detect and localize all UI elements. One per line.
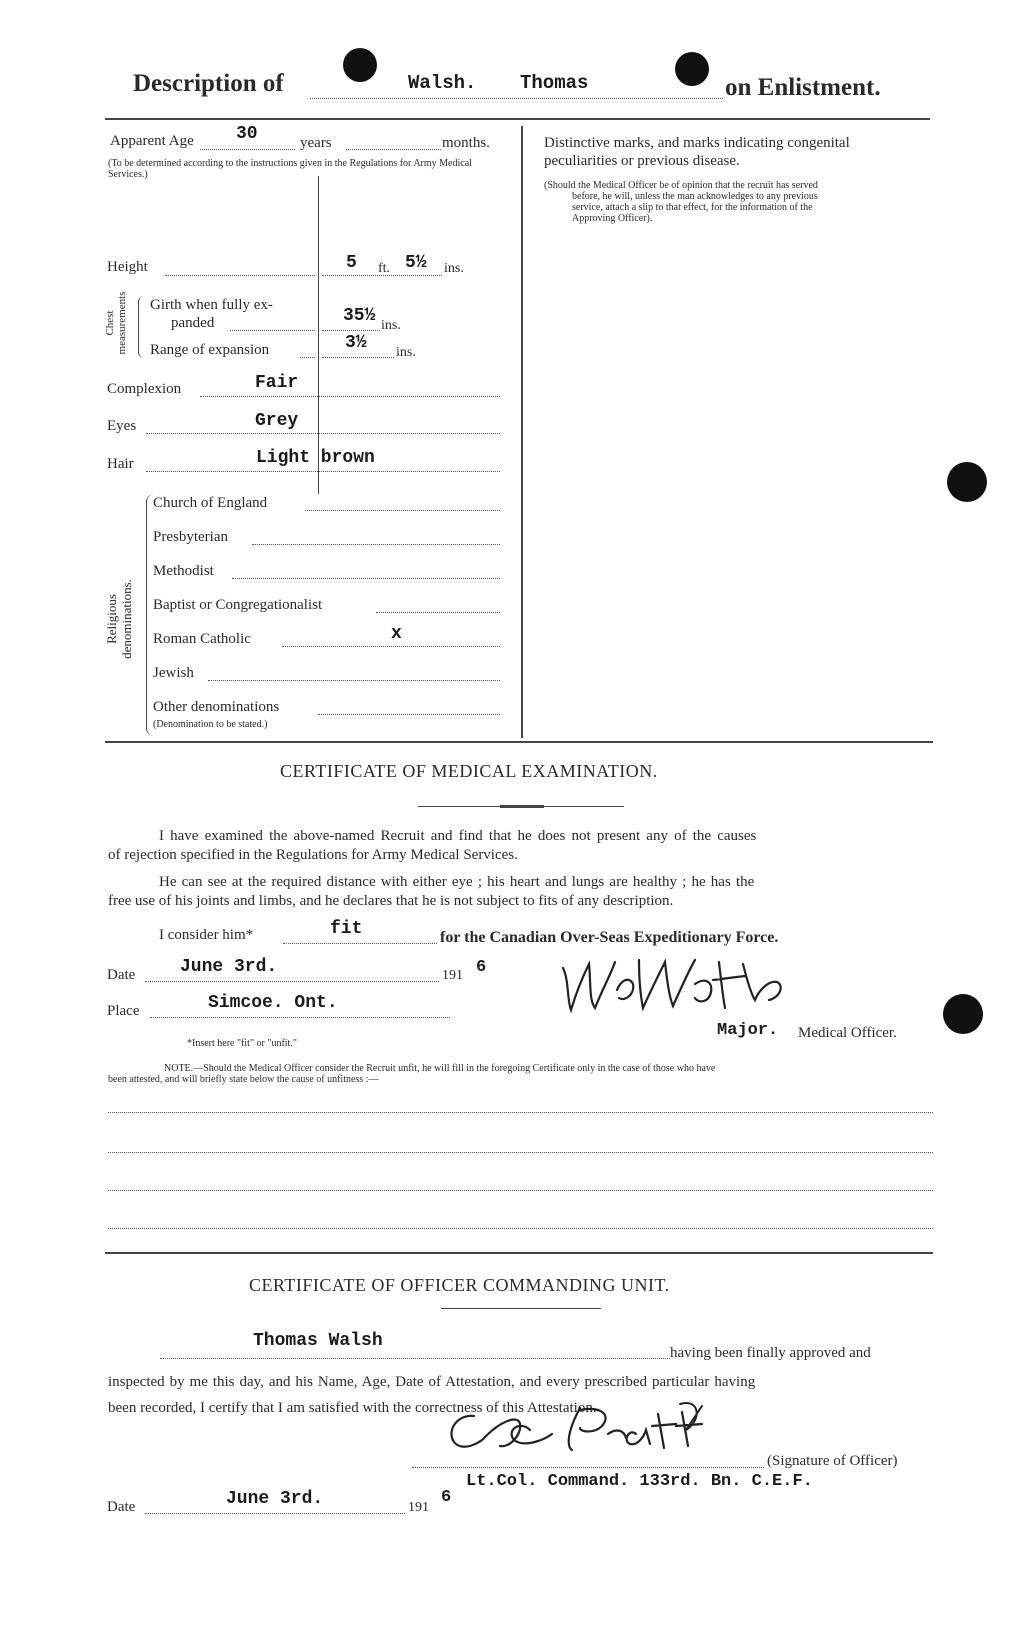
medical-officer-label: Medical Officer. — [798, 1025, 897, 1041]
medical-year-prefix: 191 — [442, 968, 463, 983]
insert-note: *Insert here "fit" or "unfit." — [187, 1038, 297, 1049]
vertical-divider-inner — [318, 176, 319, 494]
commanding-name-dotted — [160, 1358, 670, 1359]
marks-note-line2: before, he will, unless the man acknowledges to any previous — [572, 191, 818, 202]
unfit-note-line2: been attested, and will briefly state below the cause of unfitness :— — [108, 1074, 379, 1085]
medical-place-value: Simcoe. Ont. — [208, 993, 338, 1013]
commanding-year-suffix: 6 — [441, 1488, 452, 1507]
complexion-value: Fair — [255, 373, 299, 393]
commanding-line3: been recorded, I certify that I am satisfied with the correctness of this Attestation. — [108, 1400, 597, 1416]
header-suffix: on Enlistment. — [725, 74, 881, 101]
unfit-line-1 — [108, 1112, 933, 1113]
medical-date-dotted — [145, 981, 439, 982]
marks-note-line4: Approving Officer). — [572, 213, 653, 224]
complexion-dotted — [200, 396, 500, 397]
header-given-name: Thomas — [520, 72, 589, 94]
chest-brace — [138, 296, 147, 358]
religion-methodist-dotted — [232, 578, 500, 579]
medical-bottom-rule — [105, 1252, 933, 1254]
girth-value: 35½ — [343, 306, 376, 326]
religion-other-note: (Denomination to be stated.) — [153, 719, 268, 730]
commanding-date-dotted — [145, 1513, 405, 1514]
marks-note-line1: (Should the Medical Officer be of opinion that the recruit has served — [544, 180, 818, 191]
girth-label-2: panded — [171, 315, 215, 331]
consider-label: I consider him* — [159, 927, 254, 943]
religion-catholic-dotted — [282, 646, 500, 647]
unfit-line-2 — [108, 1152, 933, 1153]
religion-baptist: Baptist or Congregationalist — [153, 597, 323, 613]
commanding-year-prefix: 191 — [408, 1500, 429, 1515]
height-in: 5½ — [405, 253, 427, 273]
girth-value-dotted — [322, 330, 380, 331]
girth-unit: ins. — [381, 318, 401, 333]
medical-place-label: Place — [107, 1003, 140, 1019]
religion-jewish: Jewish — [153, 665, 194, 681]
fit-dotted — [283, 943, 437, 944]
ins-label: ins. — [444, 261, 464, 276]
punch-hole-top-left — [343, 48, 377, 82]
religion-methodist: Methodist — [153, 563, 214, 579]
height-label: Height — [107, 259, 148, 275]
hair-dotted — [146, 471, 500, 472]
commanding-title-rule — [441, 1308, 601, 1309]
religion-church-of-england: Church of England — [153, 495, 268, 511]
medical-officer-signature — [555, 950, 815, 1020]
religion-presbyterian: Presbyterian — [153, 529, 228, 545]
medical-para2-line2: free use of his joints and limbs, and he declares that he is not subject to fits of any description. — [108, 893, 674, 909]
ft-label: ft. — [378, 261, 391, 276]
months-label: months. — [442, 135, 490, 151]
unfit-line-4 — [108, 1228, 933, 1229]
commanding-name-value: Thomas Walsh — [253, 1331, 383, 1351]
range-value-dotted — [322, 357, 394, 358]
months-dotted — [346, 149, 441, 150]
hair-value: Light brown — [256, 448, 375, 468]
religion-presbyterian-dotted — [252, 544, 500, 545]
medical-officer-rank: Major. — [717, 1021, 779, 1040]
chest-label: Chest measurements — [104, 291, 128, 355]
commanding-officer-signature — [440, 1400, 760, 1460]
commanding-line1-suffix: having been finally approved and — [670, 1345, 871, 1361]
commanding-signature-label: (Signature of Officer) — [767, 1453, 898, 1469]
commanding-title-value: Lt.Col. Command. 133rd. Bn. C.E.F. — [466, 1472, 813, 1491]
medical-para2-line1: He can see at the required distance with either eye ; his heart and lungs are healthy ; he has the — [159, 874, 755, 890]
header-rule — [105, 118, 930, 120]
commanding-title: CERTIFICATE OF OFFICER COMMANDING UNIT. — [249, 1275, 670, 1295]
religion-roman-catholic: Roman Catholic — [153, 631, 251, 647]
height-ft: 5 — [346, 253, 357, 273]
religion-label: Religious denominations. — [104, 579, 134, 659]
age-dotted — [200, 149, 295, 150]
marks-title-line1: Distinctive marks, and marks indicating congenital — [544, 135, 850, 151]
eyes-value: Grey — [255, 411, 299, 431]
medical-year-suffix: 6 — [476, 958, 487, 977]
religion-church-dotted — [305, 510, 500, 511]
eyes-dotted — [146, 433, 500, 434]
religion-other-dotted — [318, 714, 500, 715]
header-dotted-line — [310, 98, 723, 99]
range-unit: ins. — [396, 345, 416, 360]
religion-other: Other denominations — [153, 699, 280, 715]
commanding-signature-dotted — [412, 1467, 764, 1468]
medical-place-dotted — [150, 1017, 450, 1018]
consider-suffix: for the Canadian Over-Seas Expeditionary Force. — [440, 929, 779, 946]
punch-hole-top-right — [675, 52, 709, 86]
medical-para1-line1: I have examined the above-named Recruit and find that he does not present any of the causes — [159, 828, 757, 844]
religion-catholic-mark: x — [391, 624, 402, 644]
medical-date-label: Date — [107, 967, 136, 983]
description-bottom-rule — [105, 741, 933, 743]
complexion-label: Complexion — [107, 381, 182, 397]
fit-value: fit — [330, 919, 363, 939]
age-value: 30 — [236, 124, 258, 144]
punch-hole-right-lower — [943, 994, 983, 1034]
height-dotted — [165, 275, 315, 276]
religion-jewish-dotted — [208, 680, 500, 681]
commanding-date-label: Date — [107, 1499, 136, 1515]
vertical-divider-center — [521, 126, 523, 738]
unfit-line-3 — [108, 1190, 933, 1191]
punch-hole-right-upper — [947, 462, 987, 502]
header-prefix: Description of — [133, 70, 284, 97]
range-label-dotted — [300, 357, 315, 358]
girth-label-dotted — [230, 330, 315, 331]
age-label: Apparent Age — [110, 133, 194, 149]
years-label: years — [300, 135, 332, 151]
religion-baptist-dotted — [376, 612, 500, 613]
range-value: 3½ — [345, 333, 367, 353]
medical-title-rule-thick — [500, 805, 544, 808]
medical-date-value: June 3rd. — [180, 957, 278, 977]
eyes-label: Eyes — [107, 418, 137, 434]
hair-label: Hair — [107, 456, 134, 472]
commanding-line2: inspected by me this day, and his Name, Age, Date of Attestation, and every prescribed particular having — [108, 1374, 756, 1390]
header-surname: Walsh. — [408, 72, 477, 94]
range-label: Range of expansion — [150, 342, 270, 358]
commanding-date-value: June 3rd. — [226, 1489, 324, 1509]
medical-para1-line2: of rejection specified in the Regulations for Army Medical Services. — [108, 847, 518, 863]
age-note: (To be determined according to the instructions given in the Regulations for Army Medical Services.) — [108, 158, 472, 180]
medical-title: CERTIFICATE OF MEDICAL EXAMINATION. — [280, 761, 658, 781]
girth-label-1: Girth when fully ex- — [150, 297, 273, 313]
marks-title-line2: peculiarities or previous disease. — [544, 153, 740, 169]
marks-note-line3: service, attach a slip to that effect, for the information of the — [572, 202, 813, 213]
unfit-note-line1: NOTE.—Should the Medical Officer consider the Recruit unfit, he will fill in the foregoing Certificate only in the case of those who have — [164, 1063, 716, 1074]
